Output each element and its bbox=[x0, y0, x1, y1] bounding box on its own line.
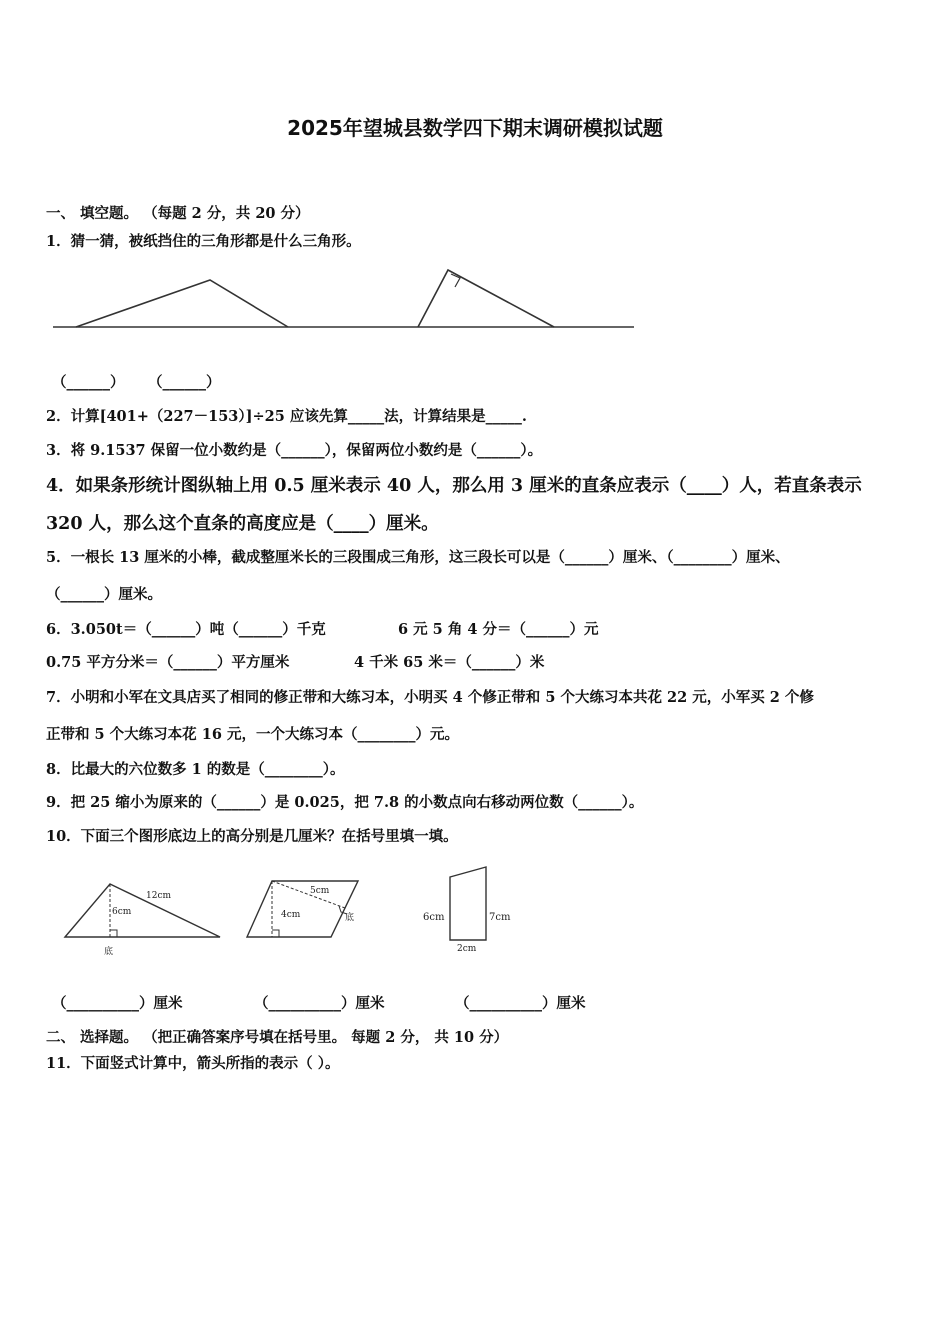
label-height: 4cm bbox=[281, 910, 301, 920]
parallelogram-height-to-side bbox=[272, 881, 345, 908]
label-right: 7cm bbox=[489, 912, 511, 923]
question-2: 2．计算[401+（227－153）]÷25 应该先算_____法，计算结果是_____. bbox=[46, 408, 527, 425]
page-title: 2025年望城县数学四下期末调研模拟试题 bbox=[287, 116, 663, 140]
label-left: 6cm bbox=[423, 912, 445, 923]
question-6-line-2a: 0.75 平方分米＝（______）平方厘米 bbox=[46, 654, 290, 671]
label-base: 底 bbox=[104, 947, 114, 957]
right-angle-mark bbox=[272, 930, 279, 937]
label-base: 底 bbox=[345, 913, 355, 923]
question-8: 8．比最大的六位数多 1 的数是（________）。 bbox=[46, 761, 345, 778]
question-4-line-2: 320 人，那么这个直条的高度应是（____）厘米。 bbox=[46, 514, 439, 534]
label-bottom: 2cm bbox=[457, 944, 477, 954]
question-10: 10．下面三个图形底边上的高分别是几厘米？在括号里填一填。 bbox=[46, 828, 458, 845]
figure-trapezoid bbox=[420, 862, 520, 954]
figure-parallelogram bbox=[244, 878, 369, 948]
hidden-triangle-right bbox=[418, 270, 554, 327]
question-3: 3．将 9.1537 保留一位小数约是（______），保留两位小数约是（______）。 bbox=[46, 442, 543, 459]
right-angle-mark bbox=[110, 930, 117, 937]
section-2-header: 二、 选择题。 （把正确答案序号填在括号里。 每题 2 分， 共 10 分） bbox=[46, 1029, 509, 1046]
question-6-line-1b: 6 元 5 角 4 分＝（______）元 bbox=[398, 621, 599, 638]
question-9: 9．把 25 缩小为原来的（______）是 0.025，把 7.8 的小数点向右移动两位数（______）。 bbox=[46, 794, 644, 811]
question-1-answer-right: （______） bbox=[148, 374, 221, 391]
question-1-answer-left: （______） bbox=[52, 374, 125, 391]
question-11: 11．下面竖式计算中，箭头所指的表示（ ）。 bbox=[46, 1055, 340, 1072]
question-7-line-2: 正带和 5 个大练习本花 16 元，一个大练习本（________）元。 bbox=[46, 726, 459, 743]
trapezoid-outline bbox=[450, 867, 486, 940]
question-1: 1．猜一猜，被纸挡住的三角形都是什么三角形。 bbox=[46, 233, 361, 250]
label-side: 12cm bbox=[146, 891, 172, 901]
parallelogram-outline bbox=[247, 881, 358, 937]
triangle-outline bbox=[65, 884, 220, 937]
question-6-line-2b: 4 千米 65 米＝（______）米 bbox=[354, 654, 545, 671]
question-7-line-1: 7．小明和小军在文具店买了相同的修正带和大练习本，小明买 4 个修正带和 5 个大练习本共花 22 元，小军买 2 个修 bbox=[46, 689, 814, 706]
question-10-answer-2: （__________）厘米 bbox=[254, 995, 385, 1012]
question-10-answer-1: （__________）厘米 bbox=[52, 995, 183, 1012]
section-1-header: 一、 填空题。 （每题 2 分，共 20 分） bbox=[46, 205, 310, 222]
question-4-line-1: 4．如果条形统计图纵轴上用 0.5 厘米表示 40 人，那么用 3 厘米的直条应表示（____）人，若直条表示 bbox=[46, 476, 862, 496]
question-5-line-1: 5．一根长 13 厘米的小棒，截成整厘米长的三段围成三角形，这三段长可以是（______）厘米、（________）厘米、 bbox=[46, 549, 790, 566]
label-side: 5cm bbox=[310, 886, 330, 896]
figure-triangle bbox=[60, 878, 230, 963]
question-1-figure bbox=[50, 262, 640, 337]
question-6-line-1a: 6．3.050t＝（______）吨（______）千克 bbox=[46, 621, 326, 638]
question-5-line-2: （______）厘米。 bbox=[46, 586, 162, 603]
label-height: 6cm bbox=[112, 907, 132, 917]
question-10-answer-3: （__________）厘米 bbox=[455, 995, 586, 1012]
hidden-triangle-obtuse bbox=[76, 280, 288, 327]
